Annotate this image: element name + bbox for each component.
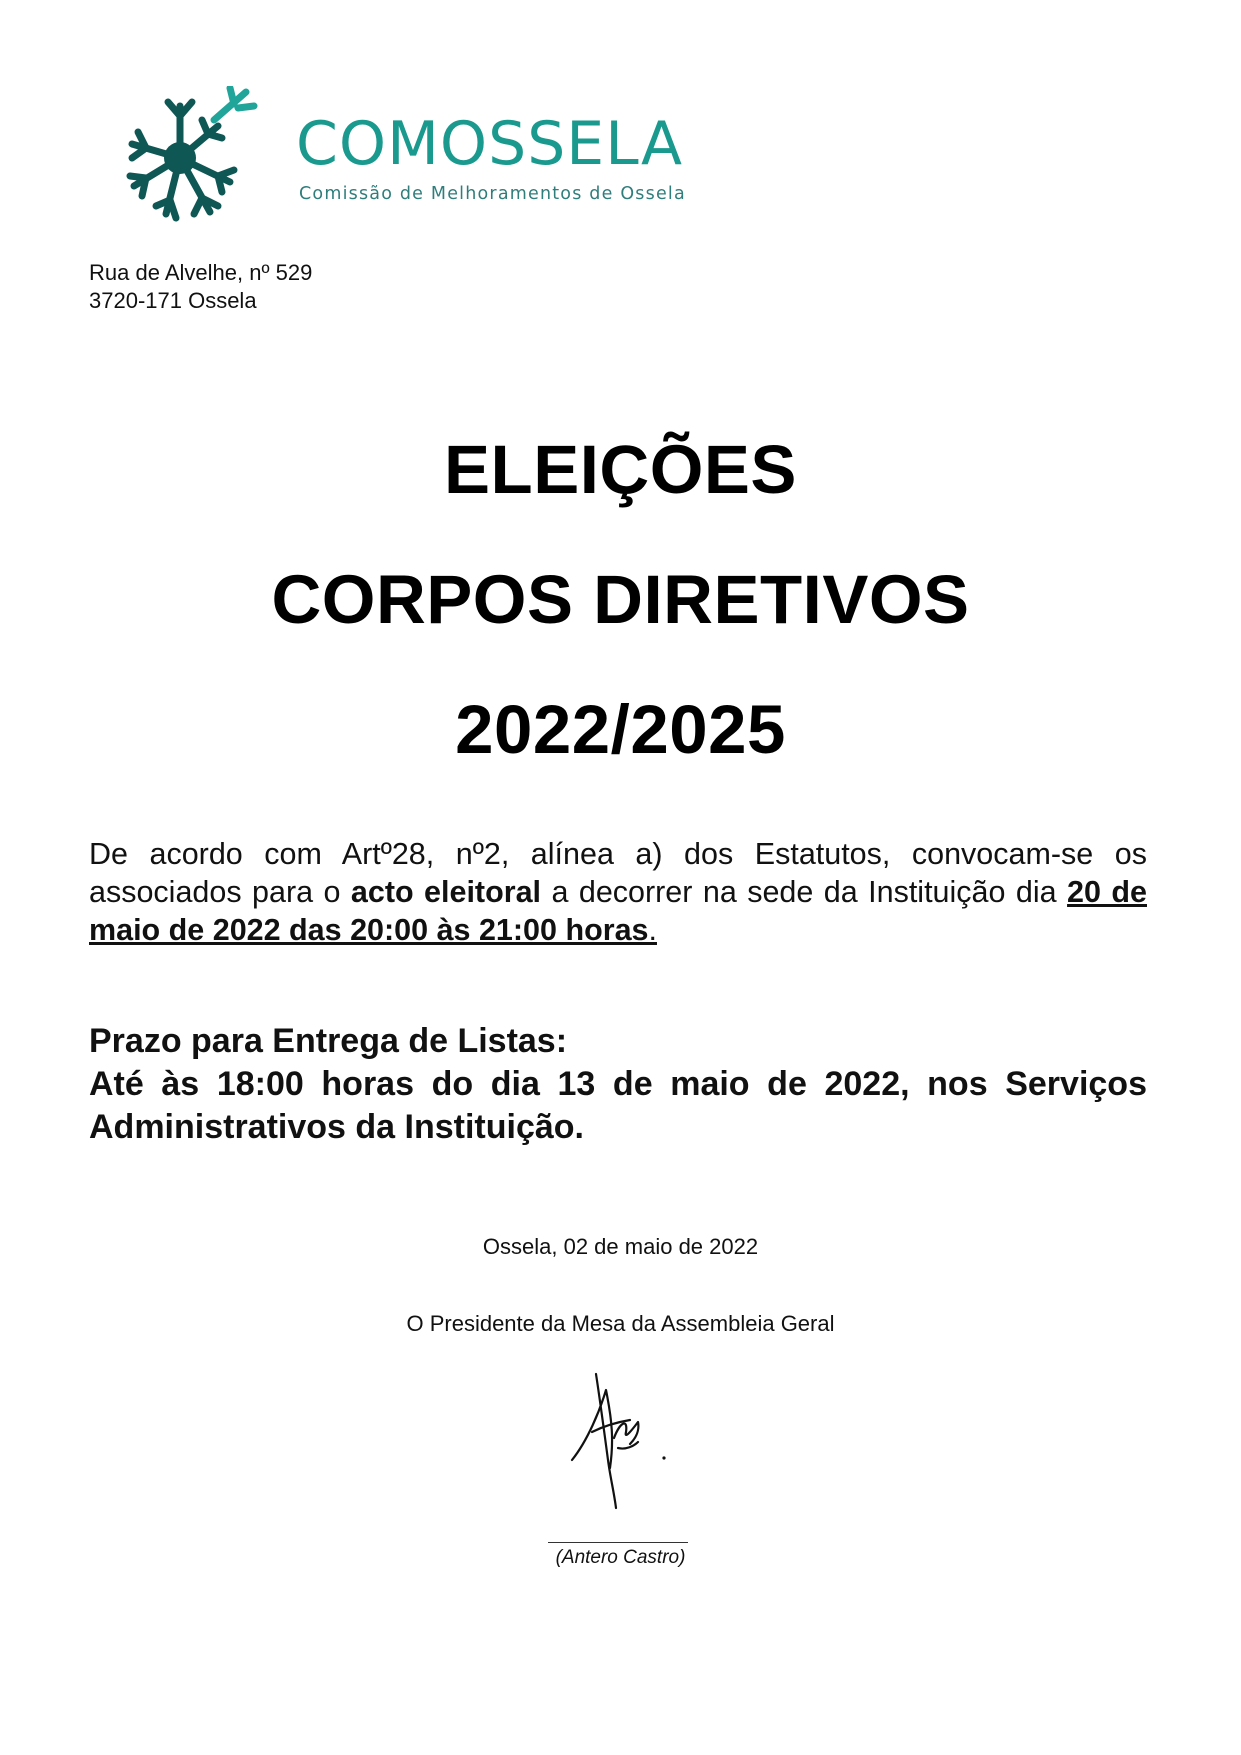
deadline-block bbox=[89, 1020, 1147, 1149]
address-street: Rua de Alvelhe, nº 529 bbox=[89, 260, 313, 285]
convocation-paragraph bbox=[89, 835, 1147, 949]
deadline-text: Até às 18:00 horas do dia 13 de maio de 2022, nos Serviços Administrativos da Instituição. bbox=[89, 1065, 1147, 1146]
election-date: 20 de maio de 2022 das 20:00 às 21:00 horas bbox=[89, 875, 1147, 947]
signature-line bbox=[548, 1542, 688, 1543]
title-term: 2022/2025 bbox=[455, 691, 786, 768]
paragraph-bold-term: acto eleitoral bbox=[350, 875, 542, 909]
organization-name: COMOSSELA bbox=[296, 109, 684, 179]
signer-name: (Antero Castro) bbox=[555, 1547, 686, 1568]
address-postal: 3720-171 Ossela bbox=[89, 288, 257, 313]
paragraph-intro: De acordo com Artº28, nº2, alínea a) dos Estatutos, convocam-se os associados para o bbox=[89, 837, 1147, 909]
organization-logo bbox=[118, 86, 718, 236]
organization-tagline: Comissão de Melhoramentos de Ossela bbox=[299, 184, 686, 204]
address-block bbox=[89, 259, 312, 315]
title-governing-bodies: CORPOS DIRETIVOS bbox=[271, 561, 970, 638]
paragraph-tail: . bbox=[648, 913, 657, 947]
deadline-heading: Prazo para Entrega de Listas: bbox=[89, 1022, 568, 1060]
signer-role: O Presidente da Mesa da Assembleia Geral bbox=[406, 1311, 835, 1336]
paragraph-middle: a decorrer na sede da Instituição dia bbox=[541, 875, 1068, 909]
title-elections: ELEIÇÕES bbox=[444, 431, 797, 508]
snowflake-tree-icon bbox=[118, 86, 278, 236]
handwritten-signature bbox=[570, 1370, 680, 1510]
place-and-date: Ossela, 02 de maio de 2022 bbox=[482, 1234, 759, 1259]
